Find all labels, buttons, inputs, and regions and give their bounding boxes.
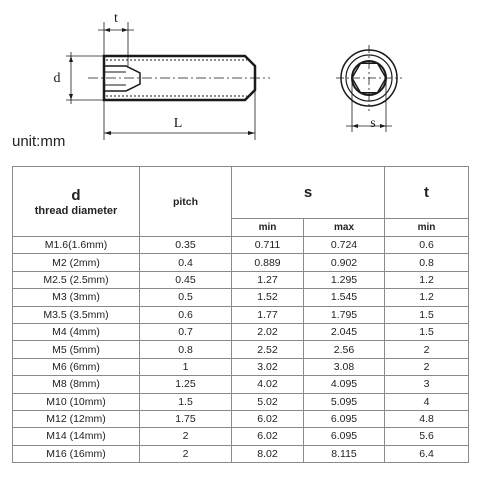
header-t-min: min <box>385 219 469 237</box>
cell-t-min: 1.5 <box>385 306 469 323</box>
end-view <box>336 45 402 132</box>
cell-s-max: 2.045 <box>304 323 385 340</box>
cell-t-min: 0.8 <box>385 254 469 271</box>
cell-t-min: 1.2 <box>385 271 469 288</box>
cell-s-min: 0.889 <box>232 254 304 271</box>
header-s: s <box>232 167 385 219</box>
cell-pitch: 0.7 <box>140 323 232 340</box>
table-row <box>13 271 469 288</box>
dimension-labels <box>54 11 376 131</box>
unit-label: unit:mm <box>12 133 66 150</box>
cell-t-min: 5.6 <box>385 428 469 445</box>
label-L: L <box>173 116 183 131</box>
cell-s-max: 3.08 <box>304 358 385 375</box>
cell-s-min: 1.77 <box>232 306 304 323</box>
cell-t-min: 3 <box>385 376 469 393</box>
label-d: d <box>53 71 61 86</box>
cell-pitch: 1.5 <box>140 393 232 410</box>
cell-s-max: 1.295 <box>304 271 385 288</box>
cell-s-max: 6.095 <box>304 410 385 427</box>
cell-pitch: 1.75 <box>140 410 232 427</box>
cell-d: M12 (12mm) <box>13 410 140 427</box>
cell-pitch: 0.6 <box>140 306 232 323</box>
set-screw-technical-drawing <box>0 0 480 160</box>
dimension-arrows <box>69 28 386 135</box>
header-pitch: pitch <box>140 167 232 237</box>
table-row <box>13 393 469 410</box>
cell-s-min: 0.711 <box>232 237 304 254</box>
cell-d: M2.5 (2.5mm) <box>13 271 140 288</box>
cell-pitch: 1.25 <box>140 376 232 393</box>
cell-d: M3 (3mm) <box>13 289 140 306</box>
cell-s-max: 2.56 <box>304 341 385 358</box>
cell-pitch: 0.35 <box>140 237 232 254</box>
cell-d: M8 (8mm) <box>13 376 140 393</box>
cell-s-min: 5.02 <box>232 393 304 410</box>
cell-d: M14 (14mm) <box>13 428 140 445</box>
cell-t-min: 1.2 <box>385 289 469 306</box>
table-row <box>13 306 469 323</box>
cell-pitch: 0.4 <box>140 254 232 271</box>
cell-t-min: 1.5 <box>385 323 469 340</box>
header-d <box>13 167 140 237</box>
table-row <box>13 358 469 375</box>
table-row <box>13 410 469 427</box>
cell-d: M10 (10mm) <box>13 393 140 410</box>
cell-d: M6 (6mm) <box>13 358 140 375</box>
table-row <box>13 376 469 393</box>
cell-t-min: 4 <box>385 393 469 410</box>
cell-t-min: 0.6 <box>385 237 469 254</box>
cell-s-min: 1.27 <box>232 271 304 288</box>
cell-s-min: 1.52 <box>232 289 304 306</box>
cell-s-max: 1.545 <box>304 289 385 306</box>
header-d-caption: thread diameter <box>34 204 118 217</box>
cell-pitch: 2 <box>140 445 232 462</box>
cell-s-min: 6.02 <box>232 410 304 427</box>
cell-s-max: 0.902 <box>304 254 385 271</box>
label-t: t <box>114 11 118 26</box>
cell-d: M16 (16mm) <box>13 445 140 462</box>
dimension-table <box>12 166 469 463</box>
cell-t-min: 4.8 <box>385 410 469 427</box>
cell-pitch: 1 <box>140 358 232 375</box>
cell-s-min: 4.02 <box>232 376 304 393</box>
table-row <box>13 254 469 271</box>
cell-s-min: 2.52 <box>232 341 304 358</box>
cell-d: M2 (2mm) <box>13 254 140 271</box>
table-row <box>13 237 469 254</box>
header-t: t <box>385 167 469 219</box>
cell-s-max: 8.115 <box>304 445 385 462</box>
cell-d: M4 (4mm) <box>13 323 140 340</box>
cell-s-max: 0.724 <box>304 237 385 254</box>
cell-s-max: 1.795 <box>304 306 385 323</box>
header-d-symbol: d <box>71 186 81 204</box>
cell-d: M3.5 (3.5mm) <box>13 306 140 323</box>
cell-s-max: 5.095 <box>304 393 385 410</box>
cell-s-min: 6.02 <box>232 428 304 445</box>
cell-t-min: 2 <box>385 341 469 358</box>
table-row <box>13 289 469 306</box>
table-row <box>13 341 469 358</box>
side-view <box>66 22 270 140</box>
cell-pitch: 0.5 <box>140 289 232 306</box>
header-s-min: min <box>232 219 304 237</box>
cell-t-min: 6.4 <box>385 445 469 462</box>
cell-s-min: 8.02 <box>232 445 304 462</box>
cell-d: M1.6(1.6mm) <box>13 237 140 254</box>
cell-s-min: 2.02 <box>232 323 304 340</box>
header-s-max: max <box>304 219 385 237</box>
cell-t-min: 2 <box>385 358 469 375</box>
cell-d: M5 (5mm) <box>13 341 140 358</box>
cell-s-max: 4.095 <box>304 376 385 393</box>
cell-pitch: 2 <box>140 428 232 445</box>
table-row <box>13 323 469 340</box>
cell-s-max: 6.095 <box>304 428 385 445</box>
table-row <box>13 445 469 462</box>
table-row <box>13 428 469 445</box>
cell-s-min: 3.02 <box>232 358 304 375</box>
cell-pitch: 0.45 <box>140 271 232 288</box>
label-s: s <box>370 116 376 131</box>
cell-pitch: 0.8 <box>140 341 232 358</box>
